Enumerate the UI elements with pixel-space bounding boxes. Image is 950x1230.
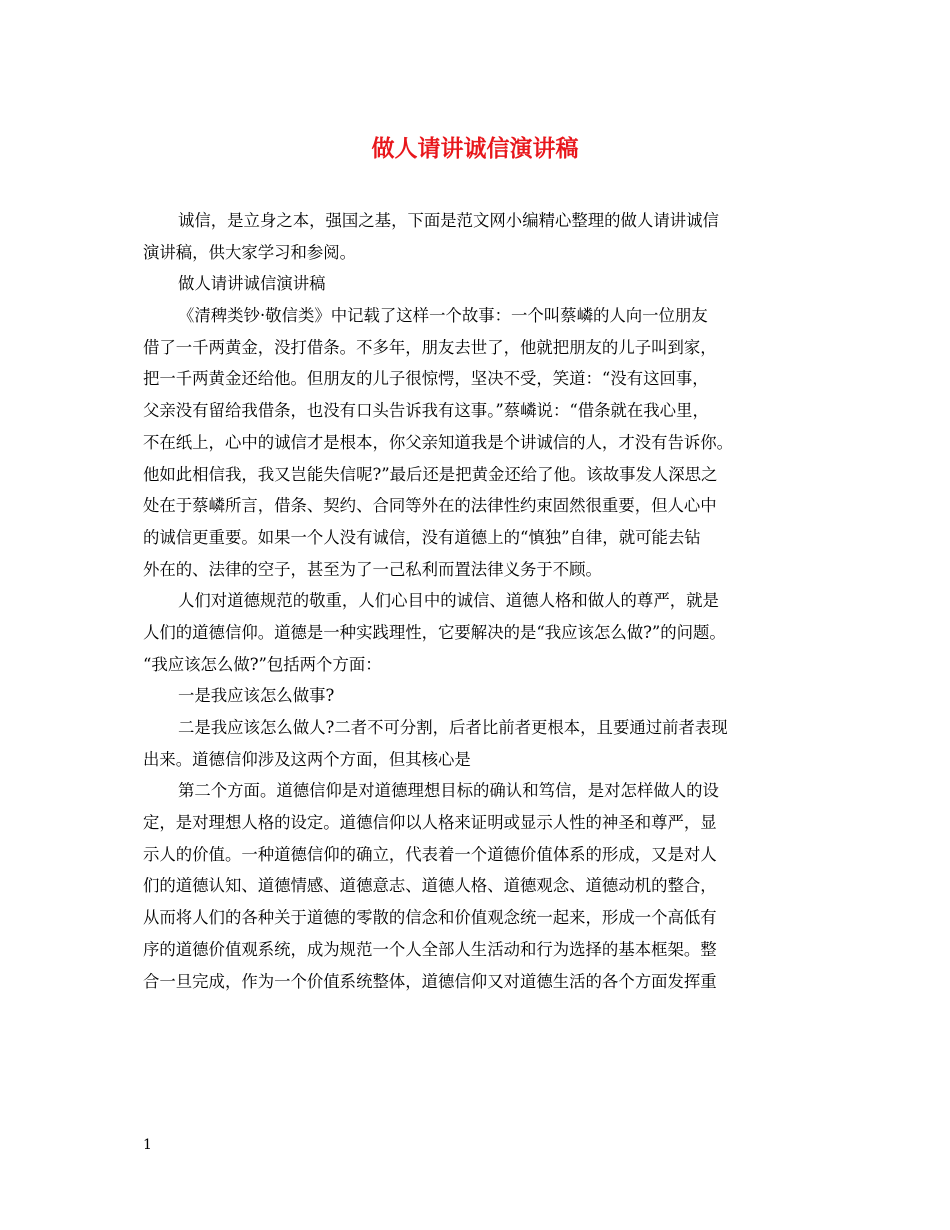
document-body [143,205,811,997]
text-line: 不在纸上，心中的诚信才是根本，你父亲知道我是个讲诚信的人，才没有告诉你。 [143,432,734,452]
text-line: 把一千两黄金还给他。但朋友的儿子很惊愕，坚决不受，笑道：“没有这回事， [143,369,709,389]
document-title: 做人请讲诚信演讲稿 [371,135,579,162]
text-line: 人们的道德信仰。道德是一种实践理性，它要解决的是“我应该怎么做?”的问题。 [143,622,726,642]
text-line: 他如此相信我，我又岂能失信呢?”最后还是把黄金还给了他。该故事发人深思之 [143,464,718,484]
text-line: 二是我应该怎么做人?二者不可分割，后者比前者更根本，且要通过前者表现 [178,718,728,737]
text-line: 演讲稿，供大家学习和参阅。 [143,242,357,262]
text-line: 从而将人们的各种关于道德的零散的信念和价值观念统一起来，形成一个高低有 [143,908,717,928]
text-line: 诚信，是立身之本，强国之基，下面是范文网小编精心整理的做人请讲诚信 [178,211,719,230]
text-line: 示人的价值。一种道德信仰的确立，代表着一个道德价值体系的形成，又是对人 [143,844,717,864]
text-line: 合一旦完成，作为一个价值系统整体，道德信仰又对道德生活的各个方面发挥重 [143,971,717,991]
text-line: 借了一千两黄金，没打借条。不多年，朋友去世了，他就把朋友的儿子叫到家， [143,337,717,357]
text-line: 人们对道德规范的敬重，人们心目中的诚信、道德人格和做人的尊严，就是 [178,591,719,611]
page-number: 1 [143,1137,152,1153]
text-line: 父亲没有留给我借条，也没有口头告诉我有这事。”蔡嶙说：“借条就在我心里， [143,401,709,421]
text-line: 序的道德价值观系统，成为规范一个人全部人生活动和行为选择的基本框架。整 [143,939,717,959]
text-line: 们的道德认知、道德情感、道德意志、道德人格、道德观念、道德动机的整合， [143,876,717,896]
text-line: 《清稗类钞·敬信类》中记载了这样一个故事：一个叫蔡嶙的人向一位朋友 [178,306,708,326]
text-line: 处在于蔡嶙所言，借条、契约、合同等外在的法律性约束固然很重要，但人心中 [143,496,717,516]
text-line: “我应该怎么做?”包括两个方面： [143,654,382,674]
text-line: 外在的、法律的空子，甚至为了一己私利而置法律义务于不顾。 [143,559,602,579]
text-line: 的诚信更重要。如果一个人没有诚信，没有道德上的“慎独”自律，就可能去钻 [143,527,701,547]
text-line: 出来。道德信仰涉及这两个方面，但其核心是 [143,749,471,769]
text-line: 定，是对理想人格的设定。道德信仰以人格来证明或显示人性的神圣和尊严，显 [143,813,717,833]
text-line: 做人请讲诚信演讲稿 [178,274,326,294]
text-line: 一是我应该怎么做事? [178,686,335,706]
text-line: 第二个方面。道德信仰是对道德理想目标的确认和笃信，是对怎样做人的设 [178,781,719,801]
